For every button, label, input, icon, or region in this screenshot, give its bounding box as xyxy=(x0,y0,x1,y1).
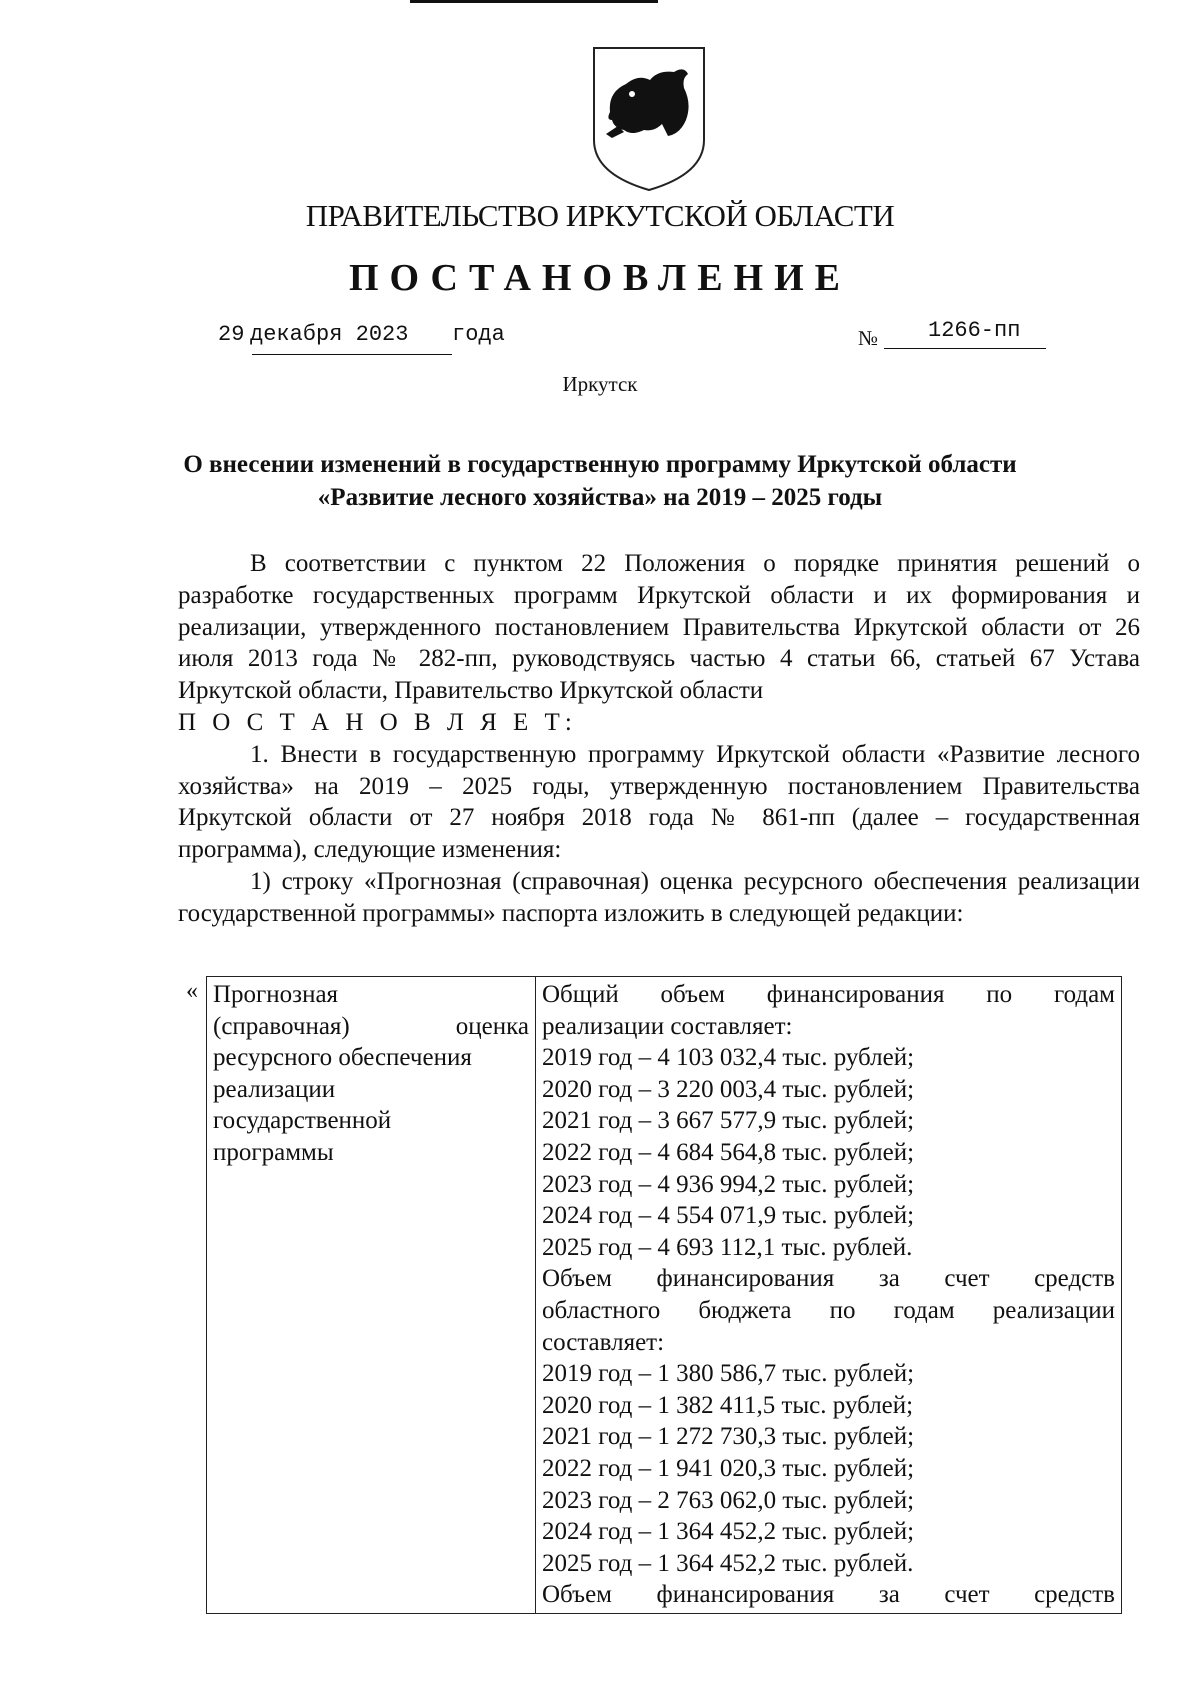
item-1-paragraph: 1. Внести в государственную программу Иркутской области «Развитие лесного хозяйства» на 2019 – 2025 годы, утвержденную постановлением Правительства Иркутской области от 27 ноября 2018 года № 861-пп (далее – государственная программа), следующие изменения: xyxy=(178,740,1140,864)
label-line: реализации xyxy=(213,1075,336,1103)
row-label-cell xyxy=(207,977,536,1614)
document-title xyxy=(150,448,1050,514)
resolves-word: П О С Т А Н О В Л Я Е Т: xyxy=(178,708,577,736)
authority-name: ПРАВИТЕЛЬСТВО ИРКУТСКОЙ ОБЛАСТИ xyxy=(305,198,895,233)
number-sign: № xyxy=(858,326,879,350)
total-year-line: 2023 год – 4 936 994,2 тыс. рублей; xyxy=(542,1170,915,1198)
regional-year-line: 2025 год – 1 364 452,2 тыс. рублей. xyxy=(542,1549,914,1577)
number-underline xyxy=(884,348,1046,349)
regional-year-line: 2022 год – 1 941 020,3 тыс. рублей; xyxy=(542,1454,915,1482)
date-year-word: года xyxy=(452,322,505,347)
regional-year-line: 2021 год – 1 272 730,3 тыс. рублей; xyxy=(542,1423,915,1451)
passport-table xyxy=(206,976,1122,1614)
regional-year-line: 2023 год – 2 763 062,0 тыс. рублей; xyxy=(542,1486,915,1514)
total-intro: Общий объем финансирования по годам xyxy=(542,981,1115,1008)
total-year-line: 2019 год – 4 103 032,4 тыс. рублей; xyxy=(542,1044,915,1072)
total-year-line: 2022 год – 4 684 564,8 тыс. рублей; xyxy=(542,1138,915,1166)
total-year-line: 2024 год – 4 554 071,9 тыс. рублей; xyxy=(542,1202,915,1230)
item-1-1-paragraph: 1) строку «Прогнозная (справочная) оценка ресурсного обеспечения реализации государственной программы» паспорта изложить в следующей редакции: xyxy=(178,867,1140,927)
document-number: 1266-пп xyxy=(928,318,1021,343)
date-day: 29 xyxy=(218,322,245,347)
document-type: ПОСТАНОВЛЕНИЕ xyxy=(348,257,852,299)
top-rule xyxy=(410,0,658,3)
coat-of-arms-icon xyxy=(588,44,710,194)
table-open-quote: « xyxy=(186,978,198,1004)
label-line xyxy=(213,1011,529,1043)
title-line-1: О внесении изменений в государственную программу Иркутской области xyxy=(183,451,1017,478)
regional-intro: областного бюджета по годам реализации xyxy=(542,1296,1115,1324)
table-row xyxy=(207,977,1122,1614)
label-word: (справочная) xyxy=(213,1012,350,1040)
preamble-paragraph: В соответствии с пунктом 22 Положения о порядке принятия решений о разработке государственных программ Иркутской области и их формирования и реализации, утвержденного постановлением Правительства Иркутской области от 26 июля 2013 года № 282-пп, руководствуясь частью 4 статьи 66, статьей 67 Устава Иркутской области, Правительство Иркутской области xyxy=(178,550,1140,705)
regional-year-line: 2019 год – 1 380 586,7 тыс. рублей; xyxy=(542,1360,915,1388)
label-line: государственной xyxy=(213,1107,392,1135)
label-word: оценка xyxy=(455,1012,529,1040)
document-body xyxy=(178,548,1140,930)
total-intro: реализации составляет: xyxy=(542,1012,793,1040)
regional-intro: составляет: xyxy=(542,1328,665,1356)
next-intro: Объем финансирования за счет средств xyxy=(542,1581,1115,1609)
label-line: ресурсного обеспечения xyxy=(213,1044,472,1072)
label-line: Прогнозная xyxy=(213,981,339,1008)
total-year-line: 2020 год – 3 220 003,4 тыс. рублей; xyxy=(542,1075,915,1103)
regional-year-line: 2020 год – 1 382 411,5 тыс. рублей; xyxy=(542,1391,914,1419)
regional-intro: Объем финансирования за счет средств xyxy=(542,1265,1115,1293)
city: Иркутск xyxy=(562,372,638,396)
label-line: программы xyxy=(213,1138,334,1166)
regional-year-line: 2024 год – 1 364 452,2 тыс. рублей; xyxy=(542,1518,915,1546)
title-line-2: «Развитие лесного хозяйства» на 2019 – 2025 годы xyxy=(317,484,883,511)
date-month-year: декабря 2023 xyxy=(250,322,409,347)
date-underline xyxy=(252,354,452,355)
total-year-line: 2021 год – 3 667 577,9 тыс. рублей; xyxy=(542,1107,915,1135)
total-year-line: 2025 год – 4 693 112,1 тыс. рублей. xyxy=(542,1233,913,1261)
row-value-cell xyxy=(536,977,1122,1614)
